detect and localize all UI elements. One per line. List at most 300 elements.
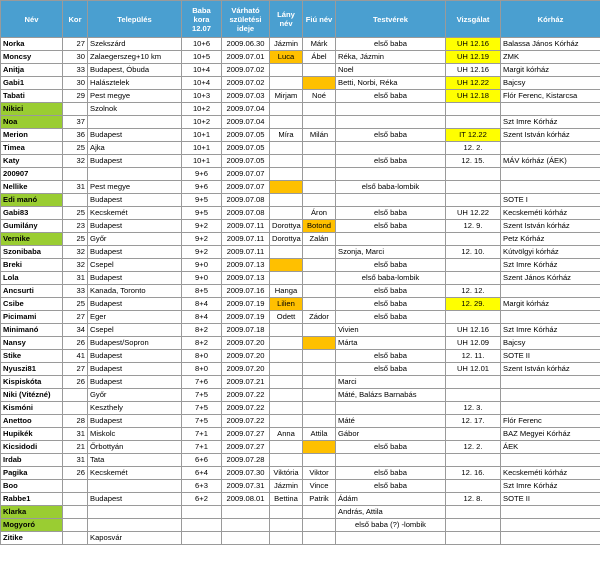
cell-korhaz [501,389,600,402]
cell-lany: Lilien [270,298,303,311]
cell-testverek [336,233,446,246]
table-row [1,142,600,155]
cell-kor: 27 [63,311,88,324]
cell-kor: 36 [63,129,88,142]
cell-lany: Bettina [270,493,303,506]
cell-kor [63,506,88,519]
cell-lany: Hanga [270,285,303,298]
cell-telepules: Budapest [88,493,182,506]
cell-lany [270,168,303,181]
cell-korhaz: Szt Imre Kórház [501,480,600,493]
cell-vizsgalat: UH 12.16 [446,64,501,77]
cell-korhaz [501,506,600,519]
cell-testverek: Máté [336,415,446,428]
cell-varhato: 2009.07.19 [222,298,270,311]
table-row [1,376,600,389]
cell-varhato: 2009.07.18 [222,324,270,337]
cell-lany [270,194,303,207]
cell-fiu [303,64,336,77]
cell-baba-kora: 9+6 [182,181,222,194]
cell-telepules: Budapest [88,363,182,376]
cell-baba-kora: 7+5 [182,415,222,428]
cell-testverek: első baba [336,259,446,272]
cell-kor: 31 [63,454,88,467]
cell-varhato: 2009.07.11 [222,220,270,233]
cell-lany [270,389,303,402]
cell-lany [270,207,303,220]
cell-nev: Minimanó [1,324,63,337]
cell-korhaz [501,532,600,545]
cell-vizsgalat: UH 12.22 [446,77,501,90]
cell-nev: Moncsy [1,51,63,64]
cell-varhato: 2009.07.28 [222,454,270,467]
cell-nev: Irdab [1,454,63,467]
cell-fiu [303,415,336,428]
cell-lany [270,77,303,90]
cell-kor [63,103,88,116]
cell-kor: 25 [63,233,88,246]
table-body [1,38,600,545]
cell-vizsgalat [446,480,501,493]
table-row [1,38,600,51]
cell-telepules: Budapest [88,220,182,233]
cell-telepules: Budapest/Sopron [88,337,182,350]
header-baba-kora: Baba kora 12.07 [182,1,222,38]
cell-testverek: Márta [336,337,446,350]
cell-baba-kora: 7+1 [182,428,222,441]
cell-nev: Merion [1,129,63,142]
cell-nev: Nellike [1,181,63,194]
cell-lany: Míra [270,129,303,142]
cell-vizsgalat: UH 12.09 [446,337,501,350]
cell-telepules: Budapest [88,272,182,285]
cell-fiu [303,298,336,311]
table-row [1,402,600,415]
cell-kor: 25 [63,207,88,220]
table-row [1,168,600,181]
cell-lany: Anna [270,428,303,441]
cell-baba-kora: 10+1 [182,129,222,142]
table-row [1,363,600,376]
cell-nev: Tabati [1,90,63,103]
cell-telepules: Győr [88,389,182,402]
cell-vizsgalat [446,454,501,467]
cell-fiu [303,363,336,376]
cell-nev: Nansy [1,337,63,350]
cell-fiu [303,532,336,545]
cell-vizsgalat [446,311,501,324]
cell-lany [270,272,303,285]
cell-baba-kora: 6+2 [182,493,222,506]
cell-baba-kora: 9+6 [182,168,222,181]
cell-fiu [303,246,336,259]
cell-nev: Boo [1,480,63,493]
cell-lany [270,142,303,155]
table-row [1,103,600,116]
cell-telepules: Miskolc [88,428,182,441]
cell-fiu: Patrik [303,493,336,506]
cell-vizsgalat [446,194,501,207]
cell-varhato: 2009.07.04 [222,103,270,116]
cell-vizsgalat: 12. 12. [446,285,501,298]
cell-nev: Gabi83 [1,207,63,220]
cell-kor: 26 [63,467,88,480]
cell-lany [270,454,303,467]
cell-vizsgalat [446,506,501,519]
cell-telepules: Budapest [88,194,182,207]
cell-kor [63,532,88,545]
cell-varhato: 2009.07.08 [222,207,270,220]
cell-telepules [88,480,182,493]
cell-kor: 25 [63,298,88,311]
cell-baba-kora: 10+5 [182,51,222,64]
cell-varhato: 2009.07.05 [222,142,270,155]
cell-testverek: első baba [336,350,446,363]
cell-testverek [336,116,446,129]
cell-varhato: 2009.07.07 [222,181,270,194]
cell-korhaz [501,181,600,194]
cell-varhato: 2009.07.13 [222,272,270,285]
cell-kor: 33 [63,285,88,298]
cell-baba-kora: 10+1 [182,142,222,155]
cell-nev: 200907 [1,168,63,181]
cell-testverek: első baba [336,38,446,51]
cell-testverek: első baba [336,285,446,298]
table-row [1,272,600,285]
cell-korhaz: Szt Imre Kórház [501,259,600,272]
cell-varhato: 2009.07.30 [222,467,270,480]
cell-nev: Gabi1 [1,77,63,90]
cell-vizsgalat [446,532,501,545]
cell-baba-kora: 10+3 [182,90,222,103]
cell-korhaz: Kútvölgyi kórház [501,246,600,259]
cell-lany [270,181,303,194]
table-row [1,467,600,480]
cell-varhato: 2009.07.02 [222,64,270,77]
cell-korhaz: SOTE II [501,350,600,363]
table-row [1,90,600,103]
cell-lany: Viktória [270,467,303,480]
cell-fiu: Milán [303,129,336,142]
cell-fiu: Márk [303,38,336,51]
cell-vizsgalat [446,259,501,272]
cell-testverek: Vivien [336,324,446,337]
cell-fiu: Viktor [303,467,336,480]
cell-vizsgalat: UH 12.16 [446,324,501,337]
cell-baba-kora: 6+3 [182,480,222,493]
table-row [1,350,600,363]
cell-vizsgalat: 12. 9. [446,220,501,233]
table-row [1,298,600,311]
cell-kor: 32 [63,155,88,168]
cell-fiu: Ábel [303,51,336,64]
cell-korhaz: Kecskeméti kórház [501,467,600,480]
cell-vizsgalat [446,428,501,441]
cell-korhaz: Szent István kórház [501,129,600,142]
cell-testverek: Marci [336,376,446,389]
table-row [1,285,600,298]
cell-vizsgalat [446,519,501,532]
cell-fiu: Zádor [303,311,336,324]
cell-telepules: Halásztelek [88,77,182,90]
cell-fiu [303,337,336,350]
cell-korhaz [501,103,600,116]
cell-korhaz: Bajcsy [501,337,600,350]
cell-vizsgalat [446,389,501,402]
cell-lany: Dorottya [270,233,303,246]
cell-baba-kora: 6+6 [182,454,222,467]
cell-lany [270,363,303,376]
cell-lany [270,441,303,454]
cell-varhato: 2009.08.01 [222,493,270,506]
cell-fiu [303,194,336,207]
cell-fiu [303,168,336,181]
table-row [1,64,600,77]
cell-fiu [303,519,336,532]
cell-korhaz [501,168,600,181]
cell-fiu: Botond [303,220,336,233]
cell-telepules: Budapest [88,376,182,389]
cell-nev: Szonibaba [1,246,63,259]
header-vizsgalat: Vizsgálat [446,1,501,38]
cell-varhato: 2009.07.11 [222,246,270,259]
cell-varhato: 2009.07.20 [222,363,270,376]
cell-varhato: 2009.07.07 [222,168,270,181]
cell-telepules: Pest megye [88,181,182,194]
cell-vizsgalat: UH 12.19 [446,51,501,64]
cell-baba-kora: 10+6 [182,38,222,51]
table-row [1,441,600,454]
cell-varhato: 2009.07.19 [222,311,270,324]
cell-nev: Klarka [1,506,63,519]
cell-baba-kora: 8+5 [182,285,222,298]
cell-baba-kora: 8+4 [182,311,222,324]
cell-testverek [336,402,446,415]
cell-baba-kora: 7+5 [182,389,222,402]
header-telepules: Település [88,1,182,38]
cell-korhaz [501,311,600,324]
cell-kor: 31 [63,272,88,285]
cell-lany: Luca [270,51,303,64]
cell-nev: Stike [1,350,63,363]
cell-fiu [303,389,336,402]
cell-telepules: Budapest [88,350,182,363]
cell-lany [270,64,303,77]
cell-telepules: Őrbottyán [88,441,182,454]
cell-korhaz: SOTE I [501,194,600,207]
cell-nev: Kicsidodi [1,441,63,454]
cell-nev: Csibe [1,298,63,311]
cell-lany [270,337,303,350]
header-testverek: Testvérek [336,1,446,38]
cell-telepules: Szekszárd [88,38,182,51]
cell-varhato: 2009.07.22 [222,415,270,428]
cell-korhaz [501,519,600,532]
cell-kor: 33 [63,64,88,77]
cell-varhato: 2009.07.27 [222,441,270,454]
cell-varhato [222,519,270,532]
cell-korhaz: Szt Imre Kórház [501,116,600,129]
cell-korhaz: ZMK [501,51,600,64]
cell-kor: 30 [63,77,88,90]
cell-varhato: 2009.07.04 [222,116,270,129]
cell-nev: Rabbe1 [1,493,63,506]
table-row [1,324,600,337]
cell-baba-kora: 9+2 [182,220,222,233]
header-varhato: Várható születési ideje [222,1,270,38]
cell-fiu [303,155,336,168]
cell-lany [270,506,303,519]
cell-baba-kora: 8+2 [182,337,222,350]
cell-telepules: Budapest [88,415,182,428]
cell-kor: 26 [63,376,88,389]
cell-lany [270,415,303,428]
cell-korhaz: Petz Kórház [501,233,600,246]
cell-baba-kora: 9+2 [182,233,222,246]
header-lany: Lány név [270,1,303,38]
cell-vizsgalat [446,116,501,129]
cell-baba-kora: 8+2 [182,324,222,337]
table-row [1,129,600,142]
cell-telepules: Kaposvár [88,532,182,545]
table-row [1,259,600,272]
cell-nev: Anitja [1,64,63,77]
cell-korhaz: Balassa János Kórház [501,38,600,51]
table-row [1,220,600,233]
cell-telepules: Budapest [88,155,182,168]
cell-fiu [303,454,336,467]
cell-testverek: első baba (?) -lombik [336,519,446,532]
cell-kor: 27 [63,38,88,51]
cell-testverek [336,168,446,181]
cell-testverek [336,194,446,207]
cell-testverek: Noel [336,64,446,77]
cell-varhato: 2009.06.30 [222,38,270,51]
cell-testverek: Máté, Balázs Barnabás [336,389,446,402]
cell-fiu [303,142,336,155]
cell-lany [270,376,303,389]
cell-telepules: Pest megye [88,90,182,103]
cell-nev: Pagika [1,467,63,480]
cell-testverek [336,142,446,155]
cell-baba-kora: 9+5 [182,207,222,220]
cell-baba-kora: 6+4 [182,467,222,480]
cell-baba-kora: 9+0 [182,272,222,285]
cell-vizsgalat: 12. 10. [446,246,501,259]
cell-nev: Edi manó [1,194,63,207]
cell-nev: Hupikék [1,428,63,441]
cell-vizsgalat: 12. 15. [446,155,501,168]
cell-testverek: első baba [336,441,446,454]
cell-kor: 27 [63,363,88,376]
cell-telepules [88,168,182,181]
cell-telepules: Kanada, Toronto [88,285,182,298]
cell-testverek: András, Attila [336,506,446,519]
table-row [1,246,600,259]
table-row [1,311,600,324]
cell-baba-kora: 9+0 [182,259,222,272]
cell-telepules: Csepel [88,324,182,337]
cell-telepules: Kecskemét [88,207,182,220]
cell-baba-kora: 8+4 [182,298,222,311]
cell-kor [63,389,88,402]
cell-telepules: Szolnok [88,103,182,116]
cell-kor: 30 [63,51,88,64]
cell-varhato: 2009.07.13 [222,259,270,272]
cell-telepules: Csepel [88,259,182,272]
cell-kor: 34 [63,324,88,337]
cell-varhato: 2009.07.05 [222,129,270,142]
cell-korhaz: SOTE II [501,493,600,506]
cell-nev: Noa [1,116,63,129]
cell-vizsgalat [446,181,501,194]
cell-lany: Dorottya [270,220,303,233]
cell-lany [270,116,303,129]
cell-varhato: 2009.07.16 [222,285,270,298]
cell-korhaz [501,142,600,155]
cell-telepules: Tata [88,454,182,467]
table-row [1,480,600,493]
cell-vizsgalat [446,376,501,389]
cell-baba-kora: 10+2 [182,103,222,116]
table-row [1,415,600,428]
cell-nev: Kispiskóta [1,376,63,389]
cell-telepules [88,116,182,129]
cell-vizsgalat: 12. 16. [446,467,501,480]
cell-nev: Kismóni [1,402,63,415]
cell-nev: Vernike [1,233,63,246]
cell-fiu: Noé [303,90,336,103]
cell-vizsgalat [446,168,501,181]
cell-testverek: Gábor [336,428,446,441]
cell-baba-kora: 8+0 [182,350,222,363]
cell-testverek [336,532,446,545]
cell-fiu [303,285,336,298]
cell-korhaz [501,285,600,298]
cell-nev: Mogyoró [1,519,63,532]
cell-fiu [303,402,336,415]
cell-fiu [303,77,336,90]
cell-fiu [303,441,336,454]
cell-lany [270,350,303,363]
cell-kor: 21 [63,441,88,454]
cell-telepules: Budapest, Óbuda [88,64,182,77]
cell-nev: Anettoo [1,415,63,428]
header-fiu: Fiú név [303,1,336,38]
cell-vizsgalat: 12. 8. [446,493,501,506]
cell-fiu [303,272,336,285]
cell-varhato: 2009.07.20 [222,337,270,350]
table-row [1,454,600,467]
cell-testverek [336,103,446,116]
cell-varhato: 2009.07.03 [222,90,270,103]
cell-fiu [303,116,336,129]
cell-baba-kora: 7+1 [182,441,222,454]
cell-testverek: Betti, Norbi, Réka [336,77,446,90]
table-row [1,116,600,129]
cell-korhaz [501,402,600,415]
cell-lany [270,519,303,532]
table-row [1,337,600,350]
cell-baba-kora: 9+5 [182,194,222,207]
cell-lany [270,532,303,545]
cell-baba-kora: 10+4 [182,64,222,77]
cell-testverek: Réka, Jázmin [336,51,446,64]
table-row [1,233,600,246]
table-row [1,77,600,90]
cell-fiu [303,103,336,116]
table-row [1,428,600,441]
